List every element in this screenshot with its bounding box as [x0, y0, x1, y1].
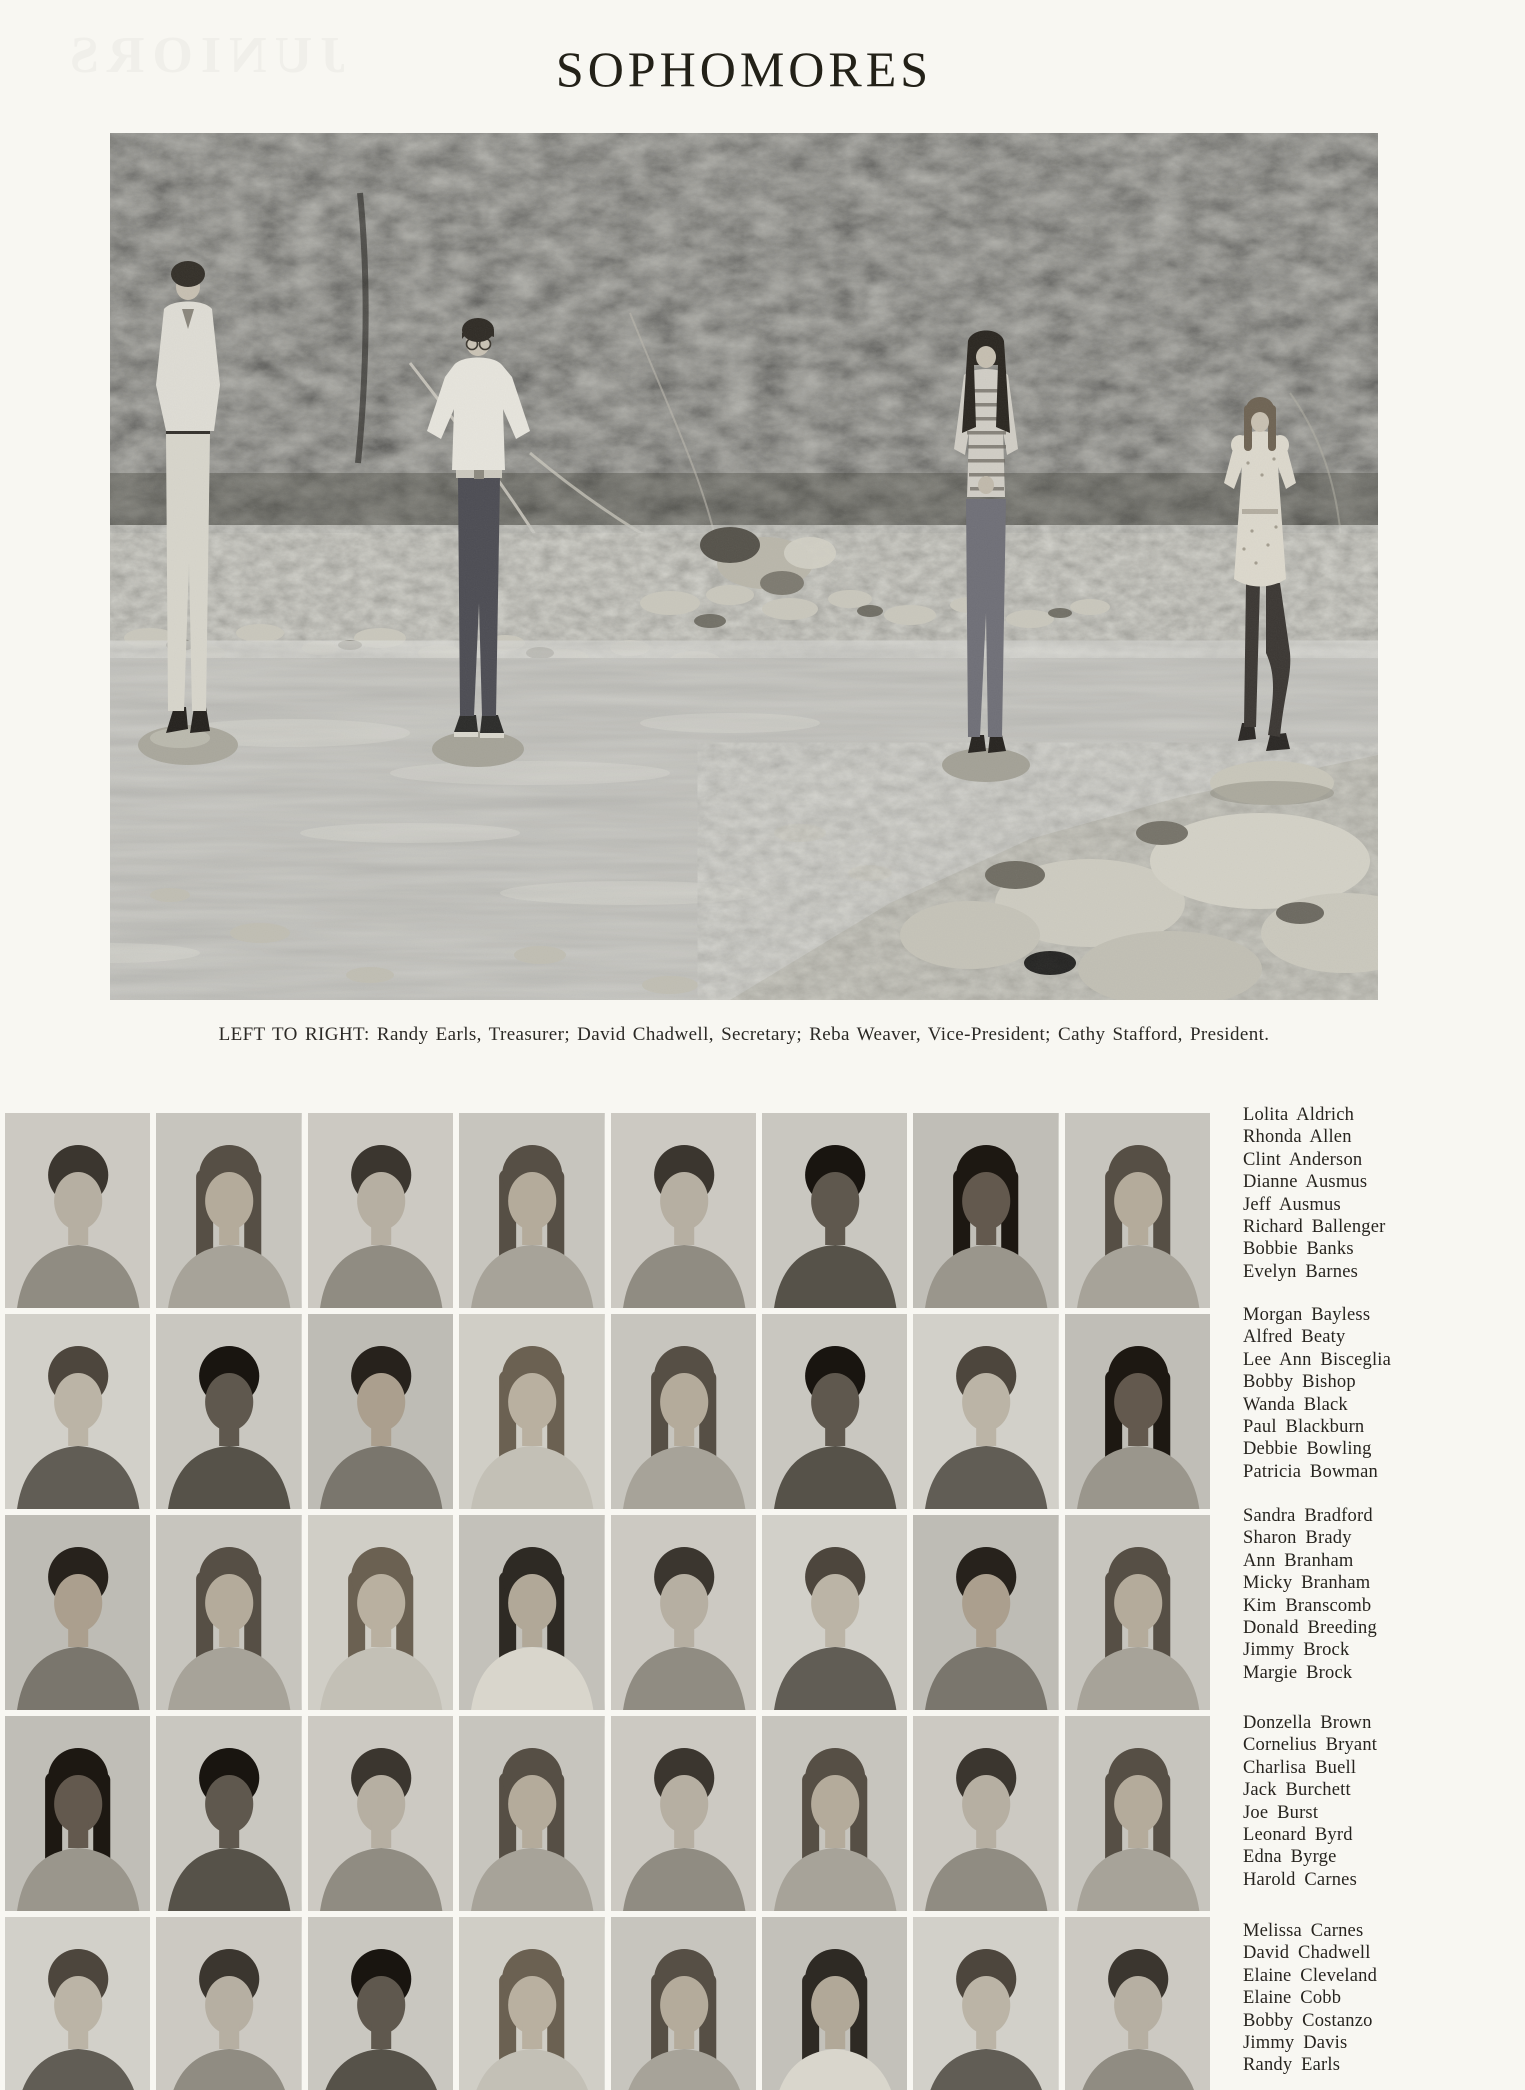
portrait-photo [1065, 1314, 1210, 1509]
ghost-bleedthrough-text: JUNIORS [62, 27, 347, 84]
student-name: Wanda Black [1243, 1394, 1348, 1415]
portrait-bust-illustration [762, 1716, 907, 1911]
student-name: Lee Ann Bisceglia [1243, 1349, 1392, 1370]
portrait-photo [611, 1314, 756, 1509]
portrait-photo [611, 1716, 756, 1911]
portrait-bust-illustration [5, 1515, 150, 1710]
portrait-photo [459, 1917, 604, 2090]
portrait-bust-illustration [308, 1113, 453, 1308]
portrait-bust-illustration [913, 1113, 1058, 1308]
student-name: Jimmy Davis [1243, 2033, 1348, 2054]
portrait-photo [5, 1716, 150, 1911]
portrait-photo [308, 1917, 453, 2090]
portrait-bust-illustration [611, 1716, 756, 1911]
portrait-bust-illustration [459, 1716, 604, 1911]
student-name: Paul Blackburn [1243, 1417, 1365, 1438]
portrait-photo [611, 1917, 756, 2090]
portrait-bust-illustration [156, 1917, 301, 2090]
portrait-photo [762, 1113, 907, 1308]
student-name: Elaine Cleveland [1243, 1965, 1378, 1986]
portrait-photo [459, 1113, 604, 1308]
student-name: Lolita Aldrich [1243, 1105, 1355, 1125]
portrait-bust-illustration [156, 1515, 301, 1710]
roster-group [1243, 1712, 1525, 1891]
portrait-photo [156, 1314, 301, 1509]
portrait-photo [762, 1515, 907, 1710]
portrait-bust-illustration [5, 1113, 150, 1308]
portrait-photo [611, 1515, 756, 1710]
student-name: Clint Anderson [1243, 1149, 1363, 1170]
portrait-photo [1065, 1917, 1210, 2090]
student-name: Elaine Cobb [1243, 1988, 1342, 2009]
portrait-photo [308, 1716, 453, 1911]
portrait-bust-illustration [1065, 1113, 1210, 1308]
portrait-photo [5, 1515, 150, 1710]
portrait-bust-illustration [913, 1515, 1058, 1710]
portrait-bust-illustration [762, 1113, 907, 1308]
portrait-photo [611, 1113, 756, 1308]
portrait-photo [5, 1314, 150, 1509]
portrait-bust-illustration [1065, 1515, 1210, 1710]
portrait-bust-illustration [156, 1716, 301, 1911]
portrait-photo [308, 1113, 453, 1308]
student-name: Sharon Brady [1243, 1528, 1352, 1549]
portrait-grid [5, 1113, 1210, 2090]
student-name: Jack Burchett [1243, 1780, 1351, 1801]
portrait-bust-illustration [762, 1917, 907, 2090]
portrait-photo [156, 1515, 301, 1710]
portrait-bust-illustration [5, 1314, 150, 1509]
portrait-photo [913, 1716, 1058, 1911]
portrait-photo [762, 1917, 907, 2090]
student-name: Alfred Beaty [1243, 1327, 1346, 1348]
portrait-bust-illustration [459, 1113, 604, 1308]
portrait-bust-illustration [459, 1314, 604, 1509]
portrait-bust-illustration [459, 1515, 604, 1710]
portrait-photo [459, 1314, 604, 1509]
portrait-photo [156, 1917, 301, 2090]
photo-caption: LEFT TO RIGHT: Randy Earls, Treasurer; David Chadwell, Secretary; Reba Weaver, Vice-President; Cathy Stafford, President. [218, 1024, 1270, 1045]
portrait-photo [459, 1716, 604, 1911]
portrait-bust-illustration [1065, 1716, 1210, 1911]
creek-scene-illustration [110, 133, 1378, 1000]
roster-group [1243, 1505, 1525, 1684]
student-name: David Chadwell [1243, 1943, 1371, 1964]
student-name: Melissa Carnes [1243, 1921, 1364, 1941]
portrait-photo [156, 1716, 301, 1911]
portrait-bust-illustration [1065, 1917, 1210, 2090]
student-name: Debbie Bowling [1243, 1439, 1372, 1460]
portrait-photo [913, 1314, 1058, 1509]
portrait-photo [913, 1917, 1058, 2090]
portrait-bust-illustration [459, 1917, 604, 2090]
portrait-photo [5, 1113, 150, 1308]
student-name: Bobby Bishop [1243, 1372, 1356, 1393]
student-name: Cornelius Bryant [1243, 1735, 1378, 1756]
student-name: Charlisa Buell [1243, 1757, 1357, 1778]
student-name: Bobby Costanzo [1243, 2010, 1373, 2031]
student-name: Ann Branham [1243, 1550, 1354, 1571]
student-name: Harold Carnes [1243, 1869, 1357, 1890]
portrait-bust-illustration [156, 1314, 301, 1509]
portrait-bust-illustration [762, 1314, 907, 1509]
roster-group [1243, 1104, 1525, 1283]
student-name: Sandra Bradford [1243, 1506, 1373, 1526]
student-name: Kim Branscomb [1243, 1595, 1372, 1616]
roster-group [1243, 1920, 1525, 2077]
page-title: SOPHOMORES [555, 41, 933, 97]
portrait-photo [762, 1716, 907, 1911]
student-name: Bobbie Banks [1243, 1239, 1354, 1260]
portrait-bust-illustration [308, 1716, 453, 1911]
student-name: Donzella Brown [1243, 1713, 1372, 1733]
student-name: Randy Earls [1243, 2055, 1341, 2076]
roster-group [1243, 1304, 1525, 1483]
portrait-photo [762, 1314, 907, 1509]
portrait-bust-illustration [762, 1515, 907, 1710]
portrait-photo [5, 1917, 150, 2090]
portrait-photo [459, 1515, 604, 1710]
portrait-bust-illustration [308, 1515, 453, 1710]
student-name: Rhonda Allen [1243, 1127, 1352, 1148]
student-name: Donald Breeding [1243, 1618, 1377, 1639]
student-name: Leonard Byrd [1243, 1825, 1353, 1846]
portrait-photo [156, 1113, 301, 1308]
student-name: Joe Burst [1243, 1802, 1319, 1823]
student-name: Edna Byrge [1243, 1847, 1337, 1868]
student-name: Dianne Ausmus [1243, 1172, 1368, 1193]
student-name: Margie Brock [1243, 1662, 1353, 1683]
roster-column [1243, 0, 1525, 2090]
portrait-bust-illustration [611, 1515, 756, 1710]
portrait-photo [1065, 1716, 1210, 1911]
portrait-bust-illustration [611, 1917, 756, 2090]
student-name: Richard Ballenger [1243, 1217, 1386, 1238]
student-name: Jimmy Brock [1243, 1640, 1350, 1661]
portrait-photo [1065, 1515, 1210, 1710]
portrait-bust-illustration [308, 1917, 453, 2090]
student-name: Jeff Ausmus [1243, 1194, 1341, 1215]
portrait-bust-illustration [913, 1716, 1058, 1911]
portrait-photo [308, 1314, 453, 1509]
portrait-bust-illustration [913, 1314, 1058, 1509]
student-name: Micky Branham [1243, 1573, 1371, 1594]
class-officers-photo [110, 133, 1378, 1000]
portrait-bust-illustration [1065, 1314, 1210, 1509]
portrait-photo [913, 1515, 1058, 1710]
portrait-bust-illustration [913, 1917, 1058, 2090]
portrait-bust-illustration [5, 1716, 150, 1911]
portrait-bust-illustration [5, 1917, 150, 2090]
portrait-bust-illustration [308, 1314, 453, 1509]
student-name: Evelyn Barnes [1243, 1261, 1358, 1282]
student-name: Patricia Bowman [1243, 1461, 1378, 1482]
portrait-bust-illustration [611, 1314, 756, 1509]
portrait-bust-illustration [611, 1113, 756, 1308]
student-name: Morgan Bayless [1243, 1305, 1371, 1325]
portrait-photo [1065, 1113, 1210, 1308]
portrait-photo [913, 1113, 1058, 1308]
portrait-bust-illustration [156, 1113, 301, 1308]
portrait-photo [308, 1515, 453, 1710]
